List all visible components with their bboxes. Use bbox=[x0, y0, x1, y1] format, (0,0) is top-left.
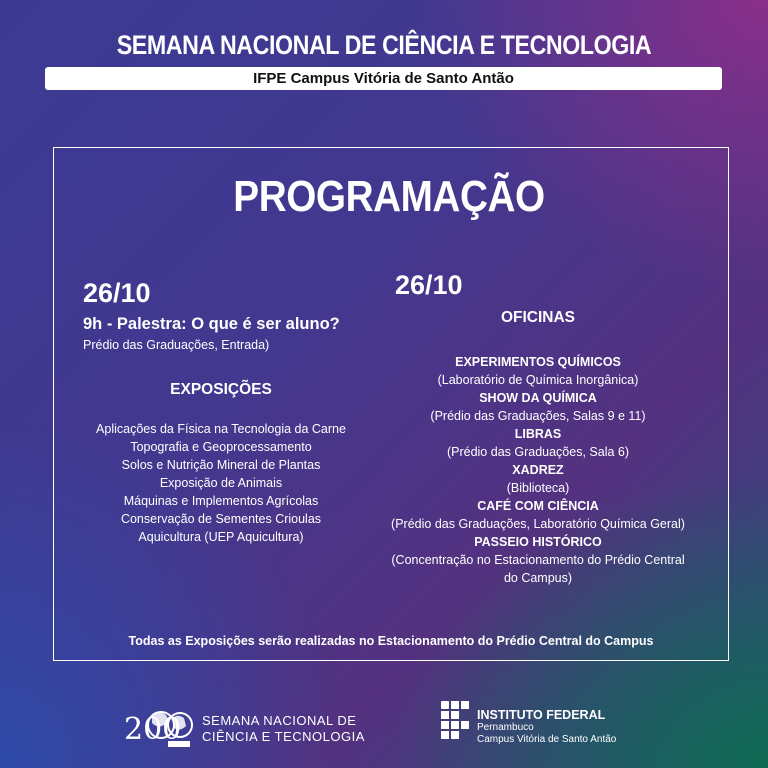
oficina-place: (Biblioteca) bbox=[506, 481, 570, 495]
oficina-name: PASSEIO HISTÓRICO bbox=[474, 535, 602, 549]
campus-banner: IFPE Campus Vitória de Santo Antão bbox=[45, 67, 722, 90]
snct-line-2: CIÊNCIA E TECNOLOGIA bbox=[202, 729, 365, 744]
list-item: Topografia e Geoprocessamento bbox=[130, 440, 312, 454]
list-item: Conservação de Sementes Crioulas bbox=[120, 512, 322, 526]
list-item: Solos e Nutrição Mineral de Plantas bbox=[121, 458, 321, 472]
list-item: Exposição de Animais bbox=[159, 476, 283, 490]
if-campus: Campus Vitória de Santo Antão bbox=[477, 734, 617, 745]
snct-200-logo-icon bbox=[122, 703, 197, 751]
exposicoes-list bbox=[85, 420, 357, 546]
footer-note: Todas as Exposições serão realizadas no Estacionamento do Prédio Central do Campus bbox=[128, 634, 654, 648]
oficina-name: LIBRAS bbox=[514, 427, 562, 441]
if-state: Pernambuco bbox=[477, 722, 534, 733]
oficinas-heading: OFICINAS bbox=[500, 309, 576, 326]
palestra-title: 9h - Palestra: O que é ser aluno? bbox=[83, 315, 340, 333]
instituto-federal-logo-icon bbox=[441, 701, 471, 741]
program-title: PROGRAMAÇÃO bbox=[233, 172, 545, 221]
oficina-name: XADREZ bbox=[512, 463, 564, 477]
exposicoes-heading: EXPOSIÇÕES bbox=[170, 381, 272, 398]
oficina-place: (Prédio das Graduações, Sala 6) bbox=[446, 445, 630, 459]
oficina-name: CAFÉ COM CIÊNCIA bbox=[477, 499, 599, 513]
logo-number: 200 bbox=[124, 712, 182, 747]
list-item: Aplicações da Física na Tecnologia da Carne bbox=[96, 422, 346, 436]
oficina-place: (Laboratório de Química Inorgânica) bbox=[437, 373, 639, 387]
instituto-federal-text bbox=[477, 708, 616, 746]
oficinas-list bbox=[382, 353, 694, 587]
oficina-place: (Concentração no Estacionamento do Prédio Central bbox=[391, 553, 685, 567]
oficina-name: EXPERIMENTOS QUÍMICOS bbox=[455, 355, 621, 369]
if-name: INSTITUTO FEDERAL bbox=[477, 708, 606, 722]
oficina-place: (Prédio das Graduações, Laboratório Química Geral) bbox=[391, 517, 685, 531]
oficina-place-continued: do Campus) bbox=[503, 571, 573, 585]
palestra-location: Prédio das Graduações, Entrada) bbox=[83, 338, 270, 352]
list-item: Aquicultura (UEP Aquicultura) bbox=[138, 530, 304, 544]
list-item: Máquinas e Implementos Agrícolas bbox=[123, 494, 319, 508]
right-date: 26/10 bbox=[395, 270, 463, 300]
oficina-name: SHOW DA QUÍMICA bbox=[479, 391, 597, 405]
header-title: SEMANA NACIONAL DE CIÊNCIA E TECNOLOGIA bbox=[116, 30, 652, 60]
oficina-place: (Prédio das Graduações, Salas 9 e 11) bbox=[430, 409, 646, 423]
snct-line-1: SEMANA NACIONAL DE bbox=[202, 713, 357, 728]
snct-logo-text bbox=[202, 713, 365, 745]
left-date: 26/10 bbox=[83, 278, 151, 308]
